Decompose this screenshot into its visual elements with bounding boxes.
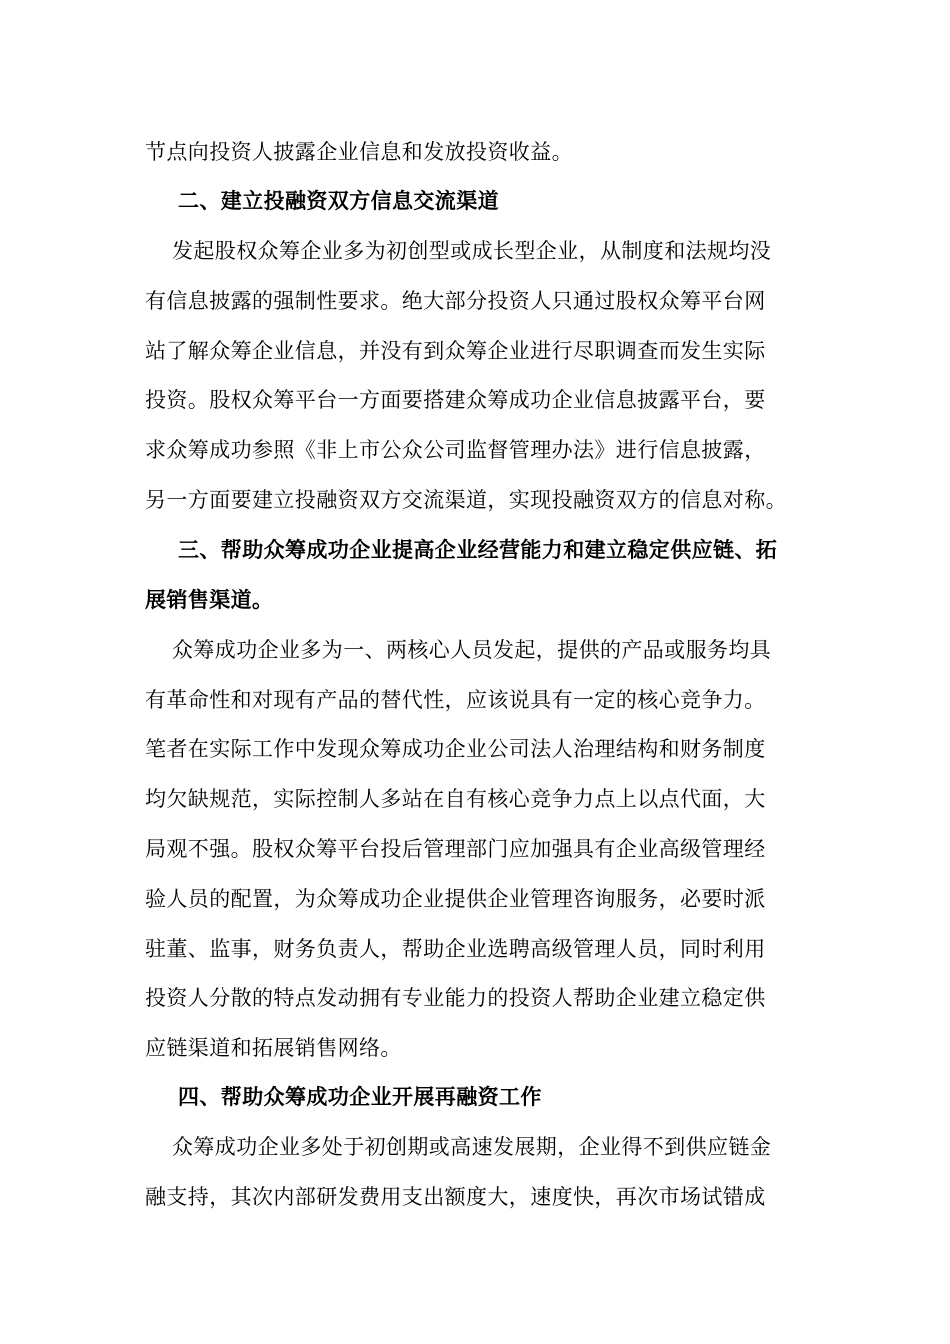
section-heading-4: 四、帮助众筹成功企业开展再融资工作 [178, 1085, 542, 1109]
paragraph-line: 验人员的配置，为众筹成功企业提供企业管理咨询服务，必要时派 [145, 887, 766, 911]
paragraph-line: 众筹成功企业多为一、两核心人员发起，提供的产品或服务均具 [172, 638, 772, 662]
paragraph-line: 笔者在实际工作中发现众筹成功企业公司法人治理结构和财务制度 [145, 737, 766, 761]
paragraph-line: 应链渠道和拓展销售网络。 [145, 1036, 402, 1060]
paragraph-line: 局观不强。股权众筹平台投后管理部门应加强具有企业高级管理经 [145, 837, 766, 861]
section-heading-3-cont: 展销售渠道。 [145, 588, 274, 612]
section-heading-2: 二、建立投融资双方信息交流渠道 [178, 189, 499, 213]
paragraph-line: 节点向投资人披露企业信息和发放投资收益。 [145, 140, 573, 164]
paragraph-line: 求众筹成功参照《非上市公众公司监督管理办法》进行信息披露， [145, 438, 766, 462]
paragraph-line: 另一方面要建立投融资双方交流渠道，实现投融资双方的信息对称。 [145, 488, 787, 512]
paragraph-line: 众筹成功企业多处于初创期或高速发展期，企业得不到供应链金 [172, 1135, 772, 1159]
paragraph-line: 有信息披露的强制性要求。绝大部分投资人只通过股权众筹平台网 [145, 289, 766, 313]
paragraph-line: 融支持，其次内部研发费用支出额度大，速度快，再次市场试错成 [145, 1185, 766, 1209]
paragraph-line: 发起股权众筹企业多为初创型或成长型企业，从制度和法规均没 [172, 239, 772, 263]
paragraph-line: 站了解众筹企业信息，并没有到众筹企业进行尽职调查而发生实际 [145, 339, 766, 363]
paragraph-line: 投资。股权众筹平台一方面要搭建众筹成功企业信息披露平台，要 [145, 388, 766, 412]
paragraph-line: 投资人分散的特点发动拥有专业能力的投资人帮助企业建立稳定供 [145, 986, 766, 1010]
section-heading-3: 三、帮助众筹成功企业提高企业经营能力和建立稳定供应链、拓 [178, 538, 778, 562]
paragraph-line: 均欠缺规范，实际控制人多站在自有核心竞争力点上以点代面，大 [145, 787, 766, 811]
paragraph-line: 有革命性和对现有产品的替代性，应该说具有一定的核心竞争力。 [145, 688, 766, 712]
paragraph-line: 驻董、监事，财务负责人，帮助企业选聘高级管理人员，同时利用 [145, 937, 766, 961]
